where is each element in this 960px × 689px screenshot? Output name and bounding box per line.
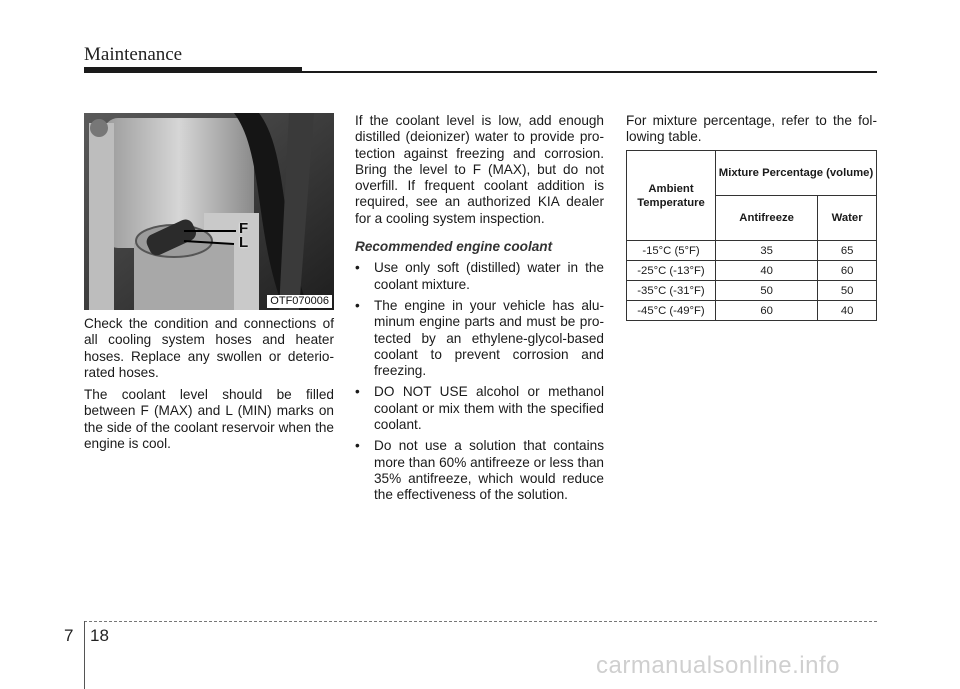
paragraph-low-coolant: If the coolant level is low, add enough distilled (deionizer) water to provide protection against freezing and corrosion. Bring the level to F (MAX), but do not overfill. If frequent coolant addition is required, see an authorized KIA dealer for a cooling system inspection.	[355, 113, 604, 226]
column-2	[355, 113, 604, 504]
cell-temperature: -15°C (5°F)	[627, 241, 716, 261]
header-rule	[302, 71, 877, 73]
header-ambient-temperature: Ambient Temperature	[627, 151, 716, 241]
coolant-bullet-list	[355, 260, 604, 503]
footer-rule	[84, 621, 877, 622]
footer-divider	[84, 621, 85, 689]
list-item: • DO NOT USE alcohol or methanol coolant or mix them with the specified coolant.	[355, 384, 604, 433]
header-bar	[84, 67, 302, 73]
cell-antifreeze: 60	[716, 301, 818, 321]
table-row	[627, 241, 877, 261]
cell-water: 65	[818, 241, 877, 261]
header-water: Water	[818, 196, 877, 241]
photo-caption: OTF070006	[267, 295, 332, 308]
header-antifreeze: Antifreeze	[716, 196, 818, 241]
max-mark-label: F	[239, 220, 249, 237]
cell-water: 40	[818, 301, 877, 321]
list-item: • Use only soft (distilled) water in the coolant mixture.	[355, 260, 604, 293]
paragraph-table-intro: For mixture percentage, refer to the following table.	[626, 113, 877, 145]
min-mark-label: L	[239, 234, 249, 251]
paragraph-check-hoses: Check the condition and connections of all cooling system hoses and heater hoses. Replace any swollen or deteriorated hoses.	[84, 316, 334, 380]
cell-antifreeze: 50	[716, 281, 818, 301]
mixture-percentage-table	[626, 150, 877, 321]
coolant-reservoir-photo	[84, 113, 334, 310]
watermark: carmanualsonline.info	[596, 652, 840, 679]
table-row	[627, 261, 877, 281]
column-3	[626, 113, 877, 146]
page-section-title: Maintenance	[84, 44, 183, 65]
cell-antifreeze: 35	[716, 241, 818, 261]
chapter-number: 7	[64, 626, 74, 645]
cell-temperature: -35°C (-31°F)	[627, 281, 716, 301]
table-row	[627, 281, 877, 301]
subheading-recommended-coolant: Recommended engine coolant	[355, 239, 553, 255]
paragraph-coolant-level: The coolant level should be filled between F (MAX) and L (MIN) marks on the side of the coolant reservoir when the engine is cool.	[84, 387, 334, 452]
cell-temperature: -25°C (-13°F)	[627, 261, 716, 281]
list-item: • Do not use a solution that contains more than 60% antifreeze or less than 35% antifreeze, which would reduce the effectiveness of the solution.	[355, 438, 604, 503]
list-item: • The engine in your vehicle has aluminum engine parts and must be protected by an ethylene-glycol-based coolant to prevent corrosion and freezing.	[355, 298, 604, 379]
page-number: 18	[90, 626, 109, 645]
engine-bay-illustration	[84, 113, 334, 310]
cell-water: 50	[818, 281, 877, 301]
table-row	[627, 301, 877, 321]
cell-temperature: -45°C (-49°F)	[627, 301, 716, 321]
header-mixture-percentage: Mixture Percentage (volume)	[716, 151, 877, 196]
cell-antifreeze: 40	[716, 261, 818, 281]
column-1	[84, 316, 334, 452]
cell-water: 60	[818, 261, 877, 281]
